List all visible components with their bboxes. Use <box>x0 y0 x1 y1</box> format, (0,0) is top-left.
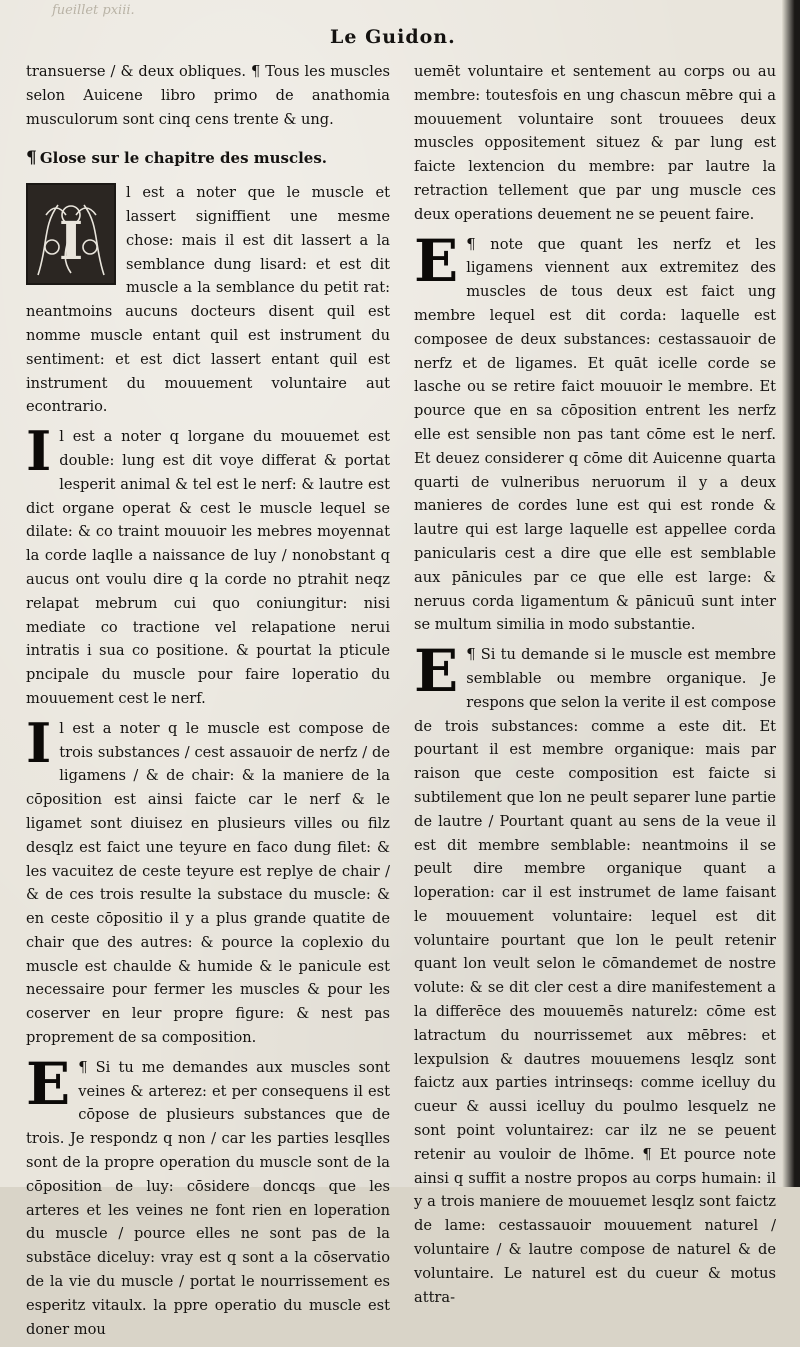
drop-capital: E <box>414 226 459 295</box>
drop-capital: E <box>26 1049 71 1118</box>
left-column <box>26 60 390 1347</box>
pilcrow-icon: ¶ <box>26 148 37 169</box>
right-column <box>414 60 776 1315</box>
drop-capital: I <box>26 710 52 775</box>
paragraph <box>26 710 390 1050</box>
running-title: Le Guidon. <box>330 26 456 48</box>
svg-text:I: I <box>58 211 84 273</box>
floral-ornament-icon <box>28 185 114 283</box>
paragraph-text: ¶ note que quant les nerfz et les ligamens viennent aux extremitez des muscles de tous deux est faict ung membre lequel est dit corda: laquelle est composee de deux substances: cestassauoir de nerfz et de ligames. Et quāt icelle corde se lasche ou se retire faict mouuoir le membre. Et pource que en sa cōposition entrent les nerfz elle est sensible non pas tant cōme est le nerf. Et deuez considerer q cōme dit Auicenne quarta quarti de vulneribus neruorum il y a deux manieres de cordes lune est qui est ronde & lautre qui est large laquelle est appellee corda panicularis cest a dire que elle est semblable aux pānicules par ce que elle est large: & neruus corda ligamentum & pānicuū sunt inter se multum similia in modo substantie. <box>414 235 776 634</box>
ornamental-initial <box>26 183 116 285</box>
paragraph-text: l est a noter q le muscle est compose de trois substances / cest assauoir de nerfz / de ligamens / & de chair: & la maniere de la cōposition est ainsi faicte car le nerf & le ligamet sont diuisez en plusieurs villes ou filz desqlz est faict une teyure en faco dung filet: & les vacuitez de ceste teyure est replye de chair / & de ces trois resulte la substace du muscle: & en ceste cōpositio il y a plus grande quatite de chair que des autres: & pource la coplexio du muscle est chaulde & humide & le panicule est necessaire pour fermer les muscles & pour les coserver en leur propre figure: & nest pas proprement de sa composition. <box>26 719 390 1047</box>
paragraph-text: ¶ Si tu me demandes aux muscles sont veines & arterez: et per consequens il est cōpose de plusieurs substances que de trois. Je respondz q non / car les parties lesqlles sont de la propre operation du muscle sont de la cōposition de luy: cōsidere doncqs que les arteres et les veines ne font rien en loperation du muscle / pource elles ne sont pas de la substāce diceluy: vray est q sont a la cōservatio de la vie du muscle / portat le nourrissement es esperitz vitaulx. la ppre operatio du muscle est doner mou <box>26 1058 390 1338</box>
paragraph-text: l est a noter q lorgane du mouuemet est double: lung est dit voye differat & portat lesperit animal & tel est le nerf: & lautre est dict organe operat & cest le muscle lequel se dilate: & co traint mouuoir les mebres moyennat la corde laqlle a naissance de luy / nonobstant q aucus ont voulu dire q la corde no ptrahit neqz relapat mebrum cui quo coniungitur: nisi mediate co tractione vel relapatione nerui intratis i sua co positione. & pourtat la pticule pncipale du muscle pour faire loperatio du mouuement cest le nerf. <box>26 428 390 707</box>
paragraph <box>26 419 390 711</box>
paragraph-text: ¶ Si tu demande si le muscle est membre semblable ou membre organique. Je respons que selon la verite il est compose de trois substances: comme a este dit. Et pourtant il est membre organique: mais par raison que ceste composition est faicte si subtilement que lon ne peult separer lune partie de lautre / Pourtant quant au sens de la veue il est dit membre semblable: neantmoins il se peult dire membre organique quant a loperation: car il est instrumet de lame faisant le mouuement voluntaire: lequel est dit voluntaire pourtant que lon le peult retenir quant lon veult selon le cōmandemet de nostre volute: & se dit cler cest a dire manifestement a la differēce des mouuemēs naturelz: cōme est latractum du nourrissemet aux mēbres: et lexpulsion & dautres mouuemens lesqlz sont faictz aux parties intrinseqs: comme icelluy du cueur & aussi icelluy du poulmo lesquelz ne sont point voluntairez: car ilz ne se peuent retenir au vouloir de lhōme. ¶ Et pource note ainsi q suffit a nostre propos au corps humain: il y a trois maniere de mouuemet lesqlz sont faictz de lame: cestassauoir mouuement naturel / voluntaire / & lautre compose de naturel & de voluntaire. Le naturel est du cueur & motus attra- <box>414 646 776 1306</box>
paragraph: transuerse / & deux obliques. ¶ Tous les muscles selon Auicene libro primo de anathomia musculorum sont cinq cens trente & ung. <box>26 63 390 128</box>
section-heading <box>26 147 390 171</box>
paragraph-text: l est a noter que le muscle et lassert signiffient une mesme chose: mais il est dit lassert a la semblance dung lisard: et est dit muscle a la semblance du petit rat: neantmoins aucuns docteurs disent quil est nomme muscle entant quil est instrument du sentiment: et est dict lassert entant quil est instrument du mouuement voluntaire aut econtrario. <box>26 184 390 416</box>
paragraph <box>26 1049 390 1342</box>
paragraph <box>414 637 776 1309</box>
paragraph <box>414 226 776 638</box>
drop-capital: E <box>414 637 459 706</box>
bleed-through-text: fueillet pxiii. <box>52 3 135 18</box>
paragraph <box>26 181 390 419</box>
section-heading-text: Glose sur le chapitre des muscles. <box>39 149 327 168</box>
paragraph: uemēt voluntaire et sentement au corps ou au membre: toutesfois en ung chascun mēbre qui a mouuement voluntaire sont trouuees deux muscles oppositement situez & par lung est faicte lextencion du membre: par lautre la retraction tellement que par ung muscle ces deux operations deuement ne se peuent faire. <box>414 63 776 223</box>
page-edge-shadow <box>782 0 800 1187</box>
drop-capital: I <box>26 419 52 484</box>
